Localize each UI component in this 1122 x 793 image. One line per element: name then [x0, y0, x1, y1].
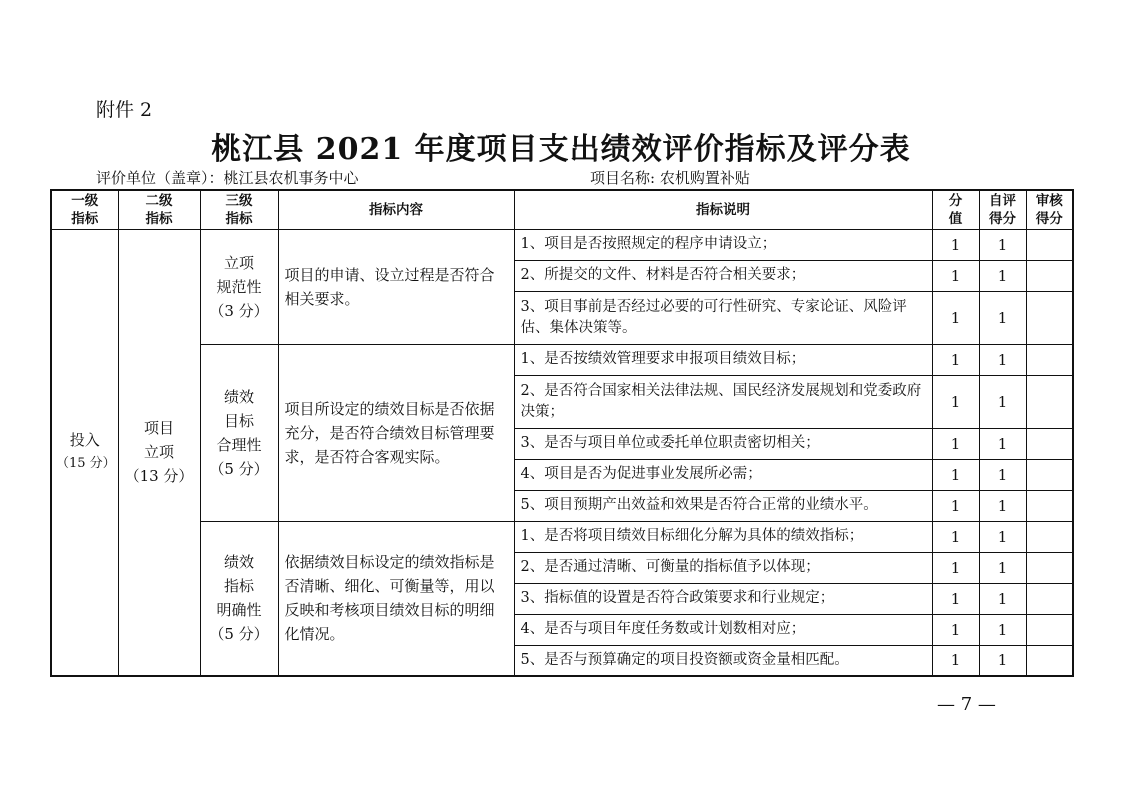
- header-level2: 二级 指标: [118, 190, 200, 229]
- points-cell: 1: [932, 583, 979, 614]
- indicator-content: 项目所设定的绩效目标是否依据充分，是否符合绩效目标管理要求，是否符合客观实际。: [278, 344, 514, 521]
- self-score-cell[interactable]: 1: [979, 552, 1026, 583]
- indicator-description: 4、项目是否为促进事业发展所必需；: [514, 459, 932, 490]
- audit-score-cell[interactable]: [1026, 521, 1073, 552]
- indicator-description: 3、指标值的设置是否符合政策要求和行业规定；: [514, 583, 932, 614]
- points-cell: 1: [932, 459, 979, 490]
- self-score-cell[interactable]: 1: [979, 344, 1026, 375]
- self-score-cell[interactable]: 1: [979, 583, 1026, 614]
- self-score-cell[interactable]: 1: [979, 229, 1026, 260]
- points-cell: 1: [932, 229, 979, 260]
- header-content: 指标内容: [278, 190, 514, 229]
- table-row: [51, 521, 1073, 552]
- level3-cell: 绩效 目标 合理性 （5 分）: [200, 344, 278, 521]
- header-level3: 三级 指标: [200, 190, 278, 229]
- indicator-content: 项目的申请、设立过程是否符合相关要求。: [278, 229, 514, 344]
- indicator-content: 依据绩效目标设定的绩效指标是否清晰、细化、可衡量等，用以反映和考核项目绩效目标的明细化情况。: [278, 521, 514, 676]
- header-level1: 一级 指标: [51, 190, 118, 229]
- audit-score-cell[interactable]: [1026, 344, 1073, 375]
- points-cell: 1: [932, 645, 979, 676]
- self-score-cell[interactable]: 1: [979, 260, 1026, 291]
- points-cell: 1: [932, 428, 979, 459]
- audit-score-cell[interactable]: [1026, 375, 1073, 428]
- self-score-cell[interactable]: 1: [979, 614, 1026, 645]
- points-cell: 1: [932, 490, 979, 521]
- audit-score-cell[interactable]: [1026, 459, 1073, 490]
- level1-cell: 投入 （15 分）: [51, 229, 118, 676]
- self-score-cell[interactable]: 1: [979, 428, 1026, 459]
- project-name: 项目名称: 农机购置补贴: [590, 169, 750, 187]
- indicator-description: 3、项目事前是否经过必要的可行性研究、专家论证、风险评估、集体决策等。: [514, 291, 932, 344]
- indicator-description: 2、所提交的文件、材料是否符合相关要求；: [514, 260, 932, 291]
- level3-cell: 立项 规范性 （3 分）: [200, 229, 278, 344]
- audit-score-cell[interactable]: [1026, 583, 1073, 614]
- self-score-cell[interactable]: 1: [979, 490, 1026, 521]
- audit-score-cell[interactable]: [1026, 428, 1073, 459]
- points-cell: 1: [932, 344, 979, 375]
- table-row: [51, 344, 1073, 375]
- attachment-label: 附件 2: [96, 99, 153, 121]
- audit-score-cell[interactable]: [1026, 490, 1073, 521]
- indicator-description: 3、是否与项目单位或委托单位职责密切相关；: [514, 428, 932, 459]
- audit-score-cell[interactable]: [1026, 229, 1073, 260]
- header-self-score: 自评 得分: [979, 190, 1026, 229]
- indicator-description: 4、是否与项目年度任务数或计划数相对应；: [514, 614, 932, 645]
- self-score-cell[interactable]: 1: [979, 521, 1026, 552]
- indicator-description: 1、是否将项目绩效目标细化分解为具体的绩效指标；: [514, 521, 932, 552]
- audit-score-cell[interactable]: [1026, 645, 1073, 676]
- points-cell: 1: [932, 291, 979, 344]
- level2-cell: 项目 立项 （13 分）: [118, 229, 200, 676]
- self-score-cell[interactable]: 1: [979, 375, 1026, 428]
- audit-score-cell[interactable]: [1026, 614, 1073, 645]
- evaluation-table: [50, 189, 1074, 677]
- indicator-description: 1、项目是否按照规定的程序申请设立；: [514, 229, 932, 260]
- self-score-cell[interactable]: 1: [979, 459, 1026, 490]
- indicator-description: 1、是否按绩效管理要求申报项目绩效目标；: [514, 344, 932, 375]
- table-header-row: [51, 190, 1073, 229]
- indicator-description: 2、是否通过清晰、可衡量的指标值予以体现；: [514, 552, 932, 583]
- audit-score-cell[interactable]: [1026, 260, 1073, 291]
- header-audit-score: 审核 得分: [1026, 190, 1073, 229]
- audit-score-cell[interactable]: [1026, 552, 1073, 583]
- table-row: [51, 229, 1073, 260]
- indicator-description: 5、是否与预算确定的项目投资额或资金量相匹配。: [514, 645, 932, 676]
- header-description: 指标说明: [514, 190, 932, 229]
- points-cell: 1: [932, 552, 979, 583]
- level3-cell: 绩效 指标 明确性 （5 分）: [200, 521, 278, 676]
- audit-score-cell[interactable]: [1026, 291, 1073, 344]
- points-cell: 1: [932, 521, 979, 552]
- self-score-cell[interactable]: 1: [979, 291, 1026, 344]
- indicator-description: 2、是否符合国家相关法律法规、国民经济发展规划和党委政府决策；: [514, 375, 932, 428]
- self-score-cell[interactable]: 1: [979, 645, 1026, 676]
- evaluator-unit: 评价单位（盖章）：桃江县农机事务中心: [96, 169, 359, 187]
- points-cell: 1: [932, 260, 979, 291]
- page-number: — 7 —: [937, 694, 996, 715]
- header-points: 分 值: [932, 190, 979, 229]
- points-cell: 1: [932, 375, 979, 428]
- points-cell: 1: [932, 614, 979, 645]
- document-title: 桃江县 2021 年度项目支出绩效评价指标及评分表: [211, 132, 911, 167]
- indicator-description: 5、项目预期产出效益和效果是否符合正常的业绩水平。: [514, 490, 932, 521]
